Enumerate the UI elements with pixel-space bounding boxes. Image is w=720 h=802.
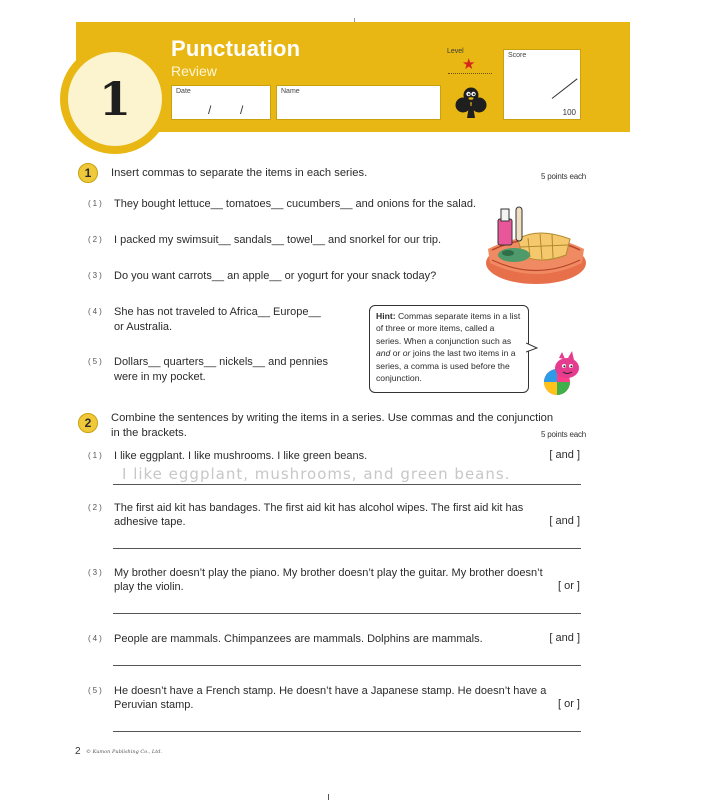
question-text: adhesive tape. (114, 516, 186, 528)
question-number: (3) (88, 271, 104, 280)
unit-badge (68, 52, 162, 146)
conjunction-hint: [ or ] (557, 580, 580, 592)
score-field[interactable] (503, 49, 581, 120)
hint-and-word: and (376, 348, 391, 359)
date-slash: / (208, 103, 212, 117)
example-answer: I like eggplant, mushrooms, and green beans. (122, 465, 511, 483)
crop-mark (328, 794, 329, 800)
mascot-icon (537, 350, 585, 396)
conjunction-hint: [ and ] (549, 449, 580, 461)
answer-line[interactable] (113, 731, 581, 732)
name-label: Name (281, 88, 300, 95)
question-number: (3) (88, 568, 104, 577)
score-max: 100 (562, 108, 576, 117)
club-mascot-icon (454, 86, 488, 120)
answer-line[interactable] (113, 665, 581, 666)
question-number: (5) (88, 686, 104, 695)
question-number: (4) (88, 634, 104, 643)
section-1-instruction: Insert commas to separate the items in each series. (111, 167, 368, 179)
page-title: Punctuation (171, 36, 301, 61)
question-text[interactable]: Do you want carrots__ an apple__ or yogurt for your snack today? (114, 270, 437, 282)
question-number: (2) (88, 503, 104, 512)
score-label: Score (508, 52, 527, 59)
section-2-instruction: in the brackets. (111, 427, 187, 439)
date-label: Date (176, 88, 191, 95)
page-subtitle: Review (171, 63, 217, 79)
question-text: I like eggplant. I like mushrooms. I like green beans. (114, 450, 368, 462)
hint-box (369, 305, 529, 393)
unit-number: 1 (98, 72, 131, 126)
question-text[interactable]: or Australia. (114, 321, 173, 333)
hint-or-word: or (402, 348, 411, 359)
question-number: (4) (88, 307, 104, 316)
question-text: Peruvian stamp. (114, 699, 194, 711)
level-divider (448, 73, 492, 74)
conjunction-hint: [ or ] (557, 698, 580, 710)
section-2-points: 5 points each (541, 430, 586, 439)
question-text: The first aid kit has bandages. The first aid kit has alcohol wipes. The first aid kit has (114, 502, 524, 514)
question-text[interactable]: They bought lettuce__ tomatoes__ cucumbers__ and onions for the salad. (114, 198, 477, 210)
hint-text-cont: joins the last two items in a series, a comma is used before the conjunction. (376, 348, 516, 384)
hint-text: Commas separate items in a list of three or more items, called a series. When a conjunction such as (376, 311, 521, 346)
date-field[interactable] (171, 85, 271, 120)
section-2-instruction: Combine the sentences by writing the items in a series. Use commas and the conjunction (111, 412, 554, 424)
question-number: (1) (88, 451, 104, 460)
name-field[interactable] (276, 85, 441, 120)
question-text[interactable]: She has not traveled to Africa__ Europe__ (114, 306, 321, 318)
answer-line[interactable] (113, 613, 581, 614)
question-text: My brother doesn’t play the piano. My brother doesn’t play the guitar. My brother doesn’t (114, 567, 543, 579)
question-text[interactable]: I packed my swimsuit__ sandals__ towel__ and snorkel for our trip. (114, 234, 442, 246)
question-text: play the violin. (114, 581, 184, 593)
question-text[interactable]: Dollars__ quarters__ nickels__ and pennies (114, 356, 329, 368)
question-text: People are mammals. Chimpanzees are mammals. Dolphins are mammals. (114, 633, 483, 645)
question-text: He doesn’t have a French stamp. He doesn’t have a Japanese stamp. He doesn’t have a (114, 685, 547, 697)
copyright-notice: © Kumon Publishing Co., Ltd. (86, 749, 163, 755)
hint-middle: or (392, 348, 401, 359)
question-number: (2) (88, 235, 104, 244)
question-number: (5) (88, 357, 104, 366)
question-number: (1) (88, 199, 104, 208)
hint-label: Hint: (376, 311, 396, 321)
score-divider (552, 78, 578, 98)
question-text[interactable]: were in my pocket. (114, 371, 206, 383)
section-1-points: 5 points each (541, 172, 586, 181)
answer-line[interactable] (113, 548, 581, 549)
answer-line[interactable] (113, 484, 581, 485)
page-number: 2 (75, 746, 81, 757)
section-2-badge: 2 (78, 413, 98, 433)
section-1-badge: 1 (78, 163, 98, 183)
level-label: Level (447, 48, 464, 55)
picnic-basket-icon (478, 205, 586, 285)
star-icon: ★ (462, 56, 476, 73)
conjunction-hint: [ and ] (549, 515, 580, 527)
date-slash: / (240, 103, 244, 117)
conjunction-hint: [ and ] (549, 632, 580, 644)
